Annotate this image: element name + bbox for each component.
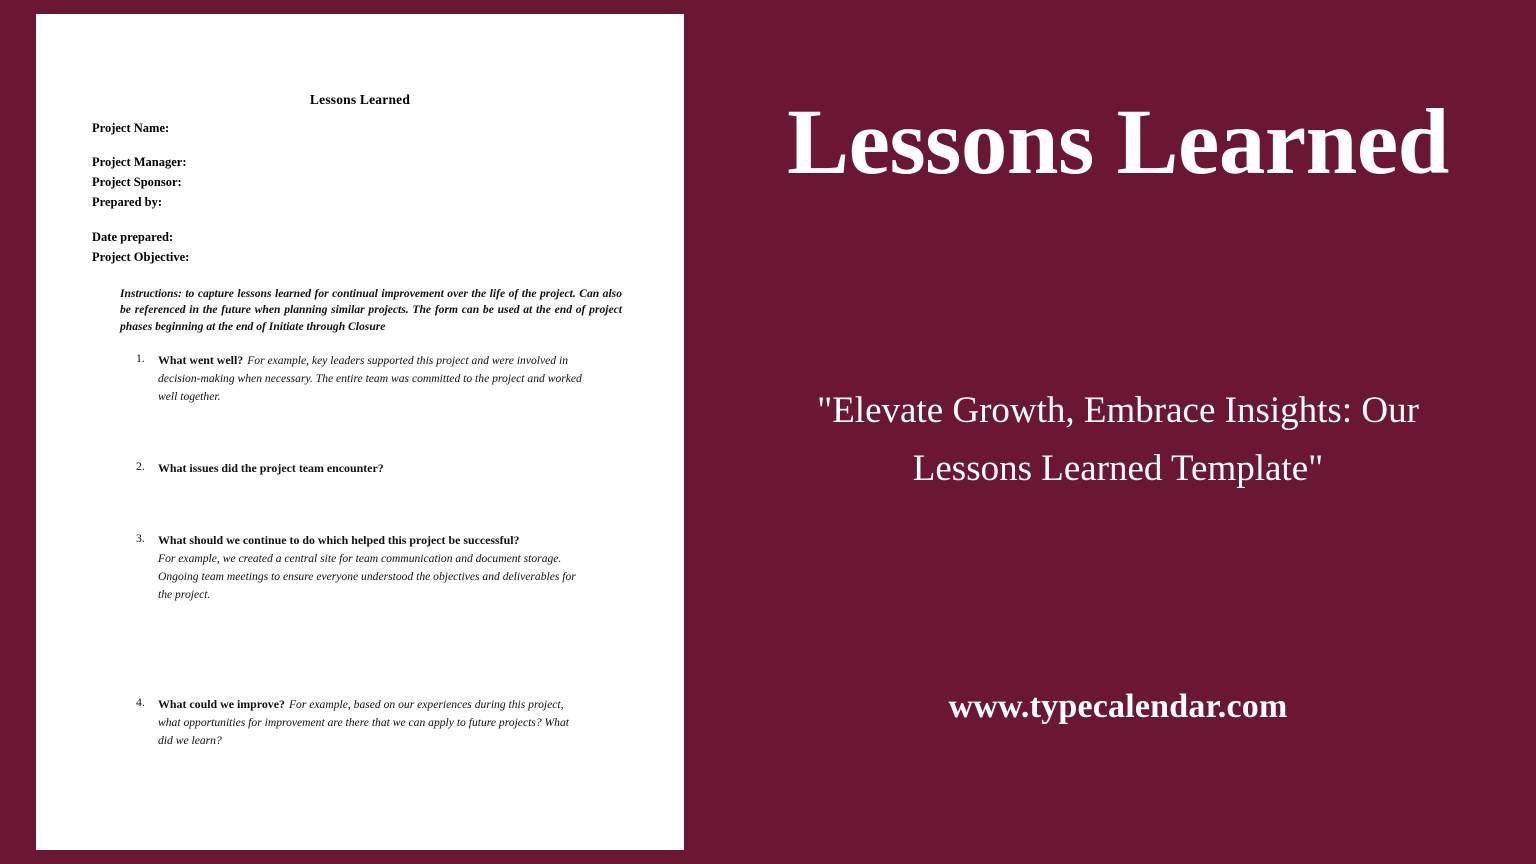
field-date-prepared: Date prepared:	[92, 229, 174, 244]
field-project-objective: Project Objective:	[92, 249, 190, 264]
instructions-text: Instructions: to capture lessons learned for continual improvement over the life of the project. Can also be referenced in the future when planning similar projects. The form can be used at the end of project phases beginning at the end of Initiate through Closure	[120, 286, 622, 333]
question-heading: What issues did the project team encounter?	[158, 461, 384, 476]
document-title: Lessons Learned	[309, 92, 411, 107]
promo-title: Lessons Learned	[787, 91, 1449, 194]
questions-list	[92, 351, 628, 749]
list-item	[158, 695, 628, 749]
promo-tagline: "Elevate Growth, Embrace Insights: Our Lessons Learned Template"	[817, 390, 1419, 490]
field-project-manager: Project Manager:	[92, 155, 187, 170]
question-heading: What could we improve?	[158, 697, 285, 712]
question-heading: What should we continue to do which helped this project be successful?	[158, 533, 520, 548]
question-heading: What went well?	[158, 353, 244, 368]
question-body: For example, based on our experiences during this project, what opportunities for improvement are there that we can apply to future projects? What did we learn?	[158, 698, 569, 748]
promo-website-url: www.typecalendar.com	[948, 688, 1288, 725]
field-project-name: Project Name:	[92, 121, 170, 135]
field-prepared-by: Prepared by:	[92, 195, 163, 210]
promo-panel	[700, 0, 1536, 864]
list-item	[158, 351, 628, 405]
list-item	[158, 531, 628, 603]
question-body: For example, key leaders supported this project and were involved in decision-making when necessary. The entire team was committed to the project and worked well together.	[158, 354, 582, 404]
question-body: For example, we created a central site for team communication and document storage. Ongoing team meetings to ensure everyone understood the objectives and deliverables for the project.	[158, 552, 576, 602]
list-item	[158, 459, 628, 477]
field-project-sponsor: Project Sponsor:	[92, 175, 182, 190]
document-preview	[36, 14, 684, 850]
